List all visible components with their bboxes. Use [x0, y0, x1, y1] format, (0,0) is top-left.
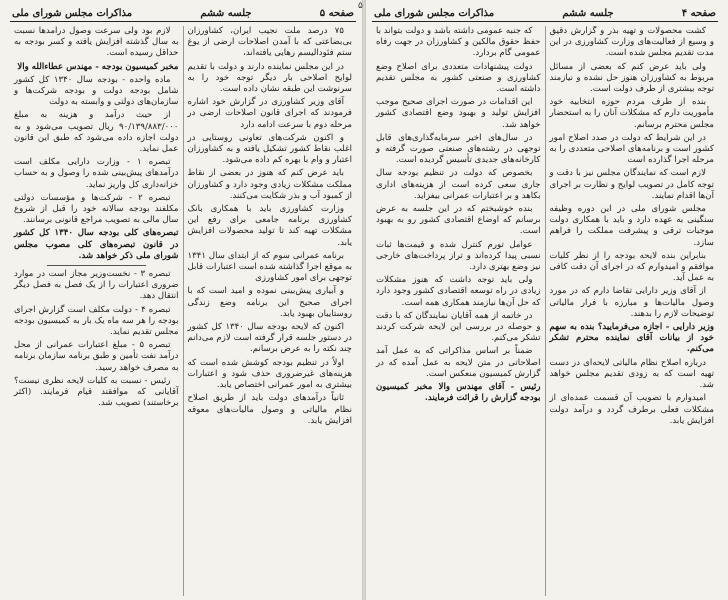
paragraph: دولت پیشنهادات متعددی برای اصلاح وضع کشاورزی و صنعتی کشور به مجلس تقدیم داشته است.: [376, 61, 541, 95]
paragraph: از آقای وزیر دارایی تقاضا دارم که در مورد وصول مالیات‌ها و مبارزه با فرار مالیاتی توضیحات لازم را بدهند.: [549, 286, 714, 319]
session-label: جلسه ششم: [200, 8, 252, 19]
publication-title: مذاکرات مجلس شورای ملی: [12, 8, 133, 19]
paragraph: ولی باید عرض کنم که بعضی از مسائل مربوط به کشاورزان هنوز حل نشده و نیازمند توجه بیشتری از طرف دولت است.: [549, 61, 714, 95]
paragraph: و آبیاری پیش‌بینی نموده و امید است که با اجرای صحیح این برنامه وضع زندگی روستاییان بهبود یابد.: [187, 286, 352, 319]
text-columns: [372, 26, 718, 596]
paragraph: درباره اصلاح نظام مالیاتی لایحه‌ای در دست تهیه است که به زودی تقدیم مجلس خواهد شد.: [549, 357, 714, 391]
paragraph: بنابراین بنده لایحه بودجه را از نظر کلیات موافقم و امیدوارم که در اجرای آن دقت کافی به عمل آید.: [549, 250, 714, 284]
note-4: تبصره ۴ - دولت مکلف است گزارش اجرای بودجه را هر سه ماه یک بار به کمیسیون بودجه مجلس تقدیم نماید.: [14, 304, 179, 338]
divider: [47, 265, 146, 266]
paragraph: کشت محصولات و تهیه بذر و گزارش دقیق و وسیع از فعالیت‌های وزارت کشاورزی در این مدت تقدیم مجلس شده است.: [549, 26, 714, 59]
paragraph: اکنون که لایحه بودجه سال ۱۳۴۰ کل کشور در دستور جلسه قرار گرفته است لازم می‌دانم چند نکته را به عرض برسانم.: [187, 322, 352, 355]
note-5: تبصره ۵ - مبلغ اعتبارات عمرانی از محل درآمد نفت تأمین و طبق برنامه سازمان برنامه به مصرف خواهد رسید.: [14, 340, 179, 373]
page-number: صفحه ۴: [681, 8, 716, 19]
paragraph: از حیث درآمد و هزینه به مبلغ ۹۰/۱۳۹/۸۸۳/۰۰۰ ریال تصویب می‌شود و به دولت اجازه داده می‌شود که طبق این قانون عمل نماید.: [14, 110, 179, 155]
column-left: [10, 26, 184, 596]
paragraph: اولاً در تنظیم بودجه کوشش شده است که هزینه‌های غیرضروری حذف شود و اعتبارات بیشتری به امور عمرانی اختصاص یابد.: [187, 357, 352, 391]
text-columns: [10, 26, 356, 596]
paragraph: آقای وزیر کشاورزی در گزارش خود اشاره فرمودند که اجرای قانون اصلاحات ارضی در مرحله دوم با سرعت ادامه دارد: [187, 97, 352, 130]
paragraph: در این مجلس نماینده دارند و دولت با تقدیم لوایح اصلاحی بار دیگر توجه خود را به سرنوشت این طبقه نشان داده است.: [187, 61, 352, 95]
paragraph: مجلس شورای ملی در این دوره وظیفه سنگینی به عهده دارد و باید با همکاری دولت موجبات ترقی و پیشرفت مملکت را فراهم سازد.: [549, 204, 714, 248]
note-3: تبصره ۳ - نخست‌وزیر مجاز است در موارد ضروری اعتبارات را از یک فصل به فصل دیگر انتقال دهد.: [14, 269, 179, 302]
paragraph: در این شرایط که دولت در صدد اصلاح امور کشور است و برنامه‌های اصلاحی متعددی را به مرحله اجرا گذارده است: [549, 132, 714, 166]
paragraph: در خاتمه از همه آقایان نمایندگان که با دقت و حوصله در بررسی این لایحه شرکت کردند تشکر می‌کنم.: [376, 310, 541, 344]
paragraph: لازم است که نمایندگان مجلس نیز با دقت و توجه کامل در تصویب لوایح و نظارت بر اجرای آن‌ها اقدام نمایند.: [549, 168, 714, 201]
paragraph: که جنبه عمومی داشته باشد و دولت بتواند با حفظ حقوق مالکین و کشاورزان در جهت رفاه عمومی گام بردارد.: [376, 26, 541, 59]
paragraph: رئیس - نسبت به کلیات لایحه نظری نیست؟ آقایانی که موافقند قیام فرمایند. (اکثر برخاستند) تصویب شد.: [14, 375, 179, 409]
paragraph: لازم بود ولی سرعت وصول درآمدها نسبت به سال گذشته افزایش یافته و کسر بودجه به حداقل رسیده است.: [14, 26, 179, 59]
speaker-line: وزیر دارایی - اجازه می‌فرمایید؟ بنده به سهم خود از بیانات آقای نماینده محترم تشکر می‌کنم.: [549, 322, 714, 355]
page-4: [366, 0, 728, 600]
note-1: تبصره ۱ - وزارت دارایی مکلف است درآمدهای پیش‌بینی شده را وصول و به حساب خزانه‌داری کل واریز نماید.: [14, 157, 179, 190]
paragraph: این اقدامات در صورت اجرای صحیح موجب افزایش تولید و بهبود وضع اقتصادی کشور خواهد شد.: [376, 97, 541, 130]
paragraph: باید عرض کنم که هنوز در بعضی از نقاط مملکت مشکلات زیادی وجود دارد و کشاورزان از کمبود آب و بذر شکایت می‌کنند.: [187, 168, 352, 201]
single-article: ماده واحده - بودجه سال ۱۳۴۰ کل کشور شامل بودجه دولت و بودجه شرکت‌ها و سازمان‌های دولتی و وابسته به دولت: [14, 74, 179, 108]
paragraph: بنده خوشبختم که در این جلسه به عرض برسانم که اوضاع اقتصادی کشور رو به بهبود است.: [376, 204, 541, 237]
publication-title: مذاکرات مجلس شورای ملی: [374, 8, 495, 19]
paragraph: بخصوص که دولت در تنظیم بودجه سال جاری سعی کرده است از هزینه‌های اداری بکاهد و بر اعتبارات عمرانی بیفزاید.: [376, 168, 541, 201]
page-header: [372, 6, 718, 22]
paragraph: و اکنون شرکت‌های تعاونی روستایی در اغلب نقاط کشور تشکیل یافته و به کشاورزان اعتبار و وام با بهره کم داده می‌شود.: [187, 132, 352, 166]
paragraph: ثانیاً درآمدهای دولت باید از طریق اصلاح نظام مالیاتی و وصول مالیات‌های معوقه افزایش یابد.: [187, 393, 352, 426]
page-5: [0, 0, 362, 600]
speaker-line: رئیس - آقای مهندس والا مخبر کمیسیون بودجه گزارش را قرائت فرمایند.: [376, 382, 541, 404]
paragraph: امیدوارم با تصویب آن قسمت عمده‌ای از مشکلات فعلی برطرف گردد و درآمد دولت افزایش یابد.: [549, 393, 714, 426]
column-right: [184, 26, 357, 596]
page-header: [10, 6, 356, 22]
page-number: صفحه ۵: [319, 8, 354, 19]
rapporteur-line: مخبر کمیسیون بودجه - مهندس عطاءالله والا: [17, 61, 179, 72]
paragraph: در سال‌های اخیر سرمایه‌گذاری‌های قابل توجهی در رشته‌های صنعتی صورت گرفته و کارخانه‌های جدیدی تأسیس گردیده است.: [376, 132, 541, 166]
paragraph: ضمناً بر اساس مذاکراتی که به عمل آمد اصلاحاتی در متن لایحه به عمل آمده که در گزارش کمیسیون منعکس است.: [376, 346, 541, 379]
paragraph: وزارت کشاورزی باید با همکاری بانک کشاورزی برنامه جامعی برای رفع این مشکلات تهیه کند تا تولید محصولات افزایش یابد.: [187, 204, 352, 248]
paragraph: ۷۵ درصد ملت نجیب ایران، کشاورزان بی‌بضاعتی که با آمدن اصلاحات ارضی از یوغ ستم فئودالیسم رهایی یافته‌اند،: [187, 26, 352, 59]
session-label: جلسه ششم: [562, 8, 614, 19]
column-left: [372, 26, 546, 596]
paragraph: ولی باید توجه داشت که هنوز مشکلات زیادی در راه توسعه اقتصادی کشور وجود دارد که حل آن‌ها نیازمند همکاری همه است.: [376, 275, 541, 308]
paragraph: عوامل تورم کنترل شده و قیمت‌ها ثبات نسبی پیدا کرده‌اند و تراز پرداخت‌های خارجی نیز وضع بهتری دارد.: [376, 239, 541, 273]
paragraph: بنده از طرف مردم حوزه انتخابیه خود مأموریت دارم که مشکلات آنان را به استحضار مجلس محترم برسانم.: [549, 97, 714, 130]
note-2: تبصره ۲ - شرکت‌ها و مؤسسات دولتی مکلفند بودجه سالانه خود را قبل از شروع سال مالی به تصویب مراجع قانونی برسانند.: [14, 192, 179, 226]
general-notes-heading: تبصره‌های کلی بودجه سال ۱۳۴۰ کل کشور در قانون تبصره‌های کلی مصوب مجلس شورای ملی ذکر خواهد شد.: [14, 228, 179, 261]
column-right: [546, 26, 719, 596]
paragraph: برنامه عمرانی سوم که از ابتدای سال ۱۳۴۱ به موقع اجرا گذاشته شده است اعتبارات قابل توجهی برای امور کشاورزی: [187, 250, 352, 284]
folio-number: ۵: [358, 1, 363, 11]
